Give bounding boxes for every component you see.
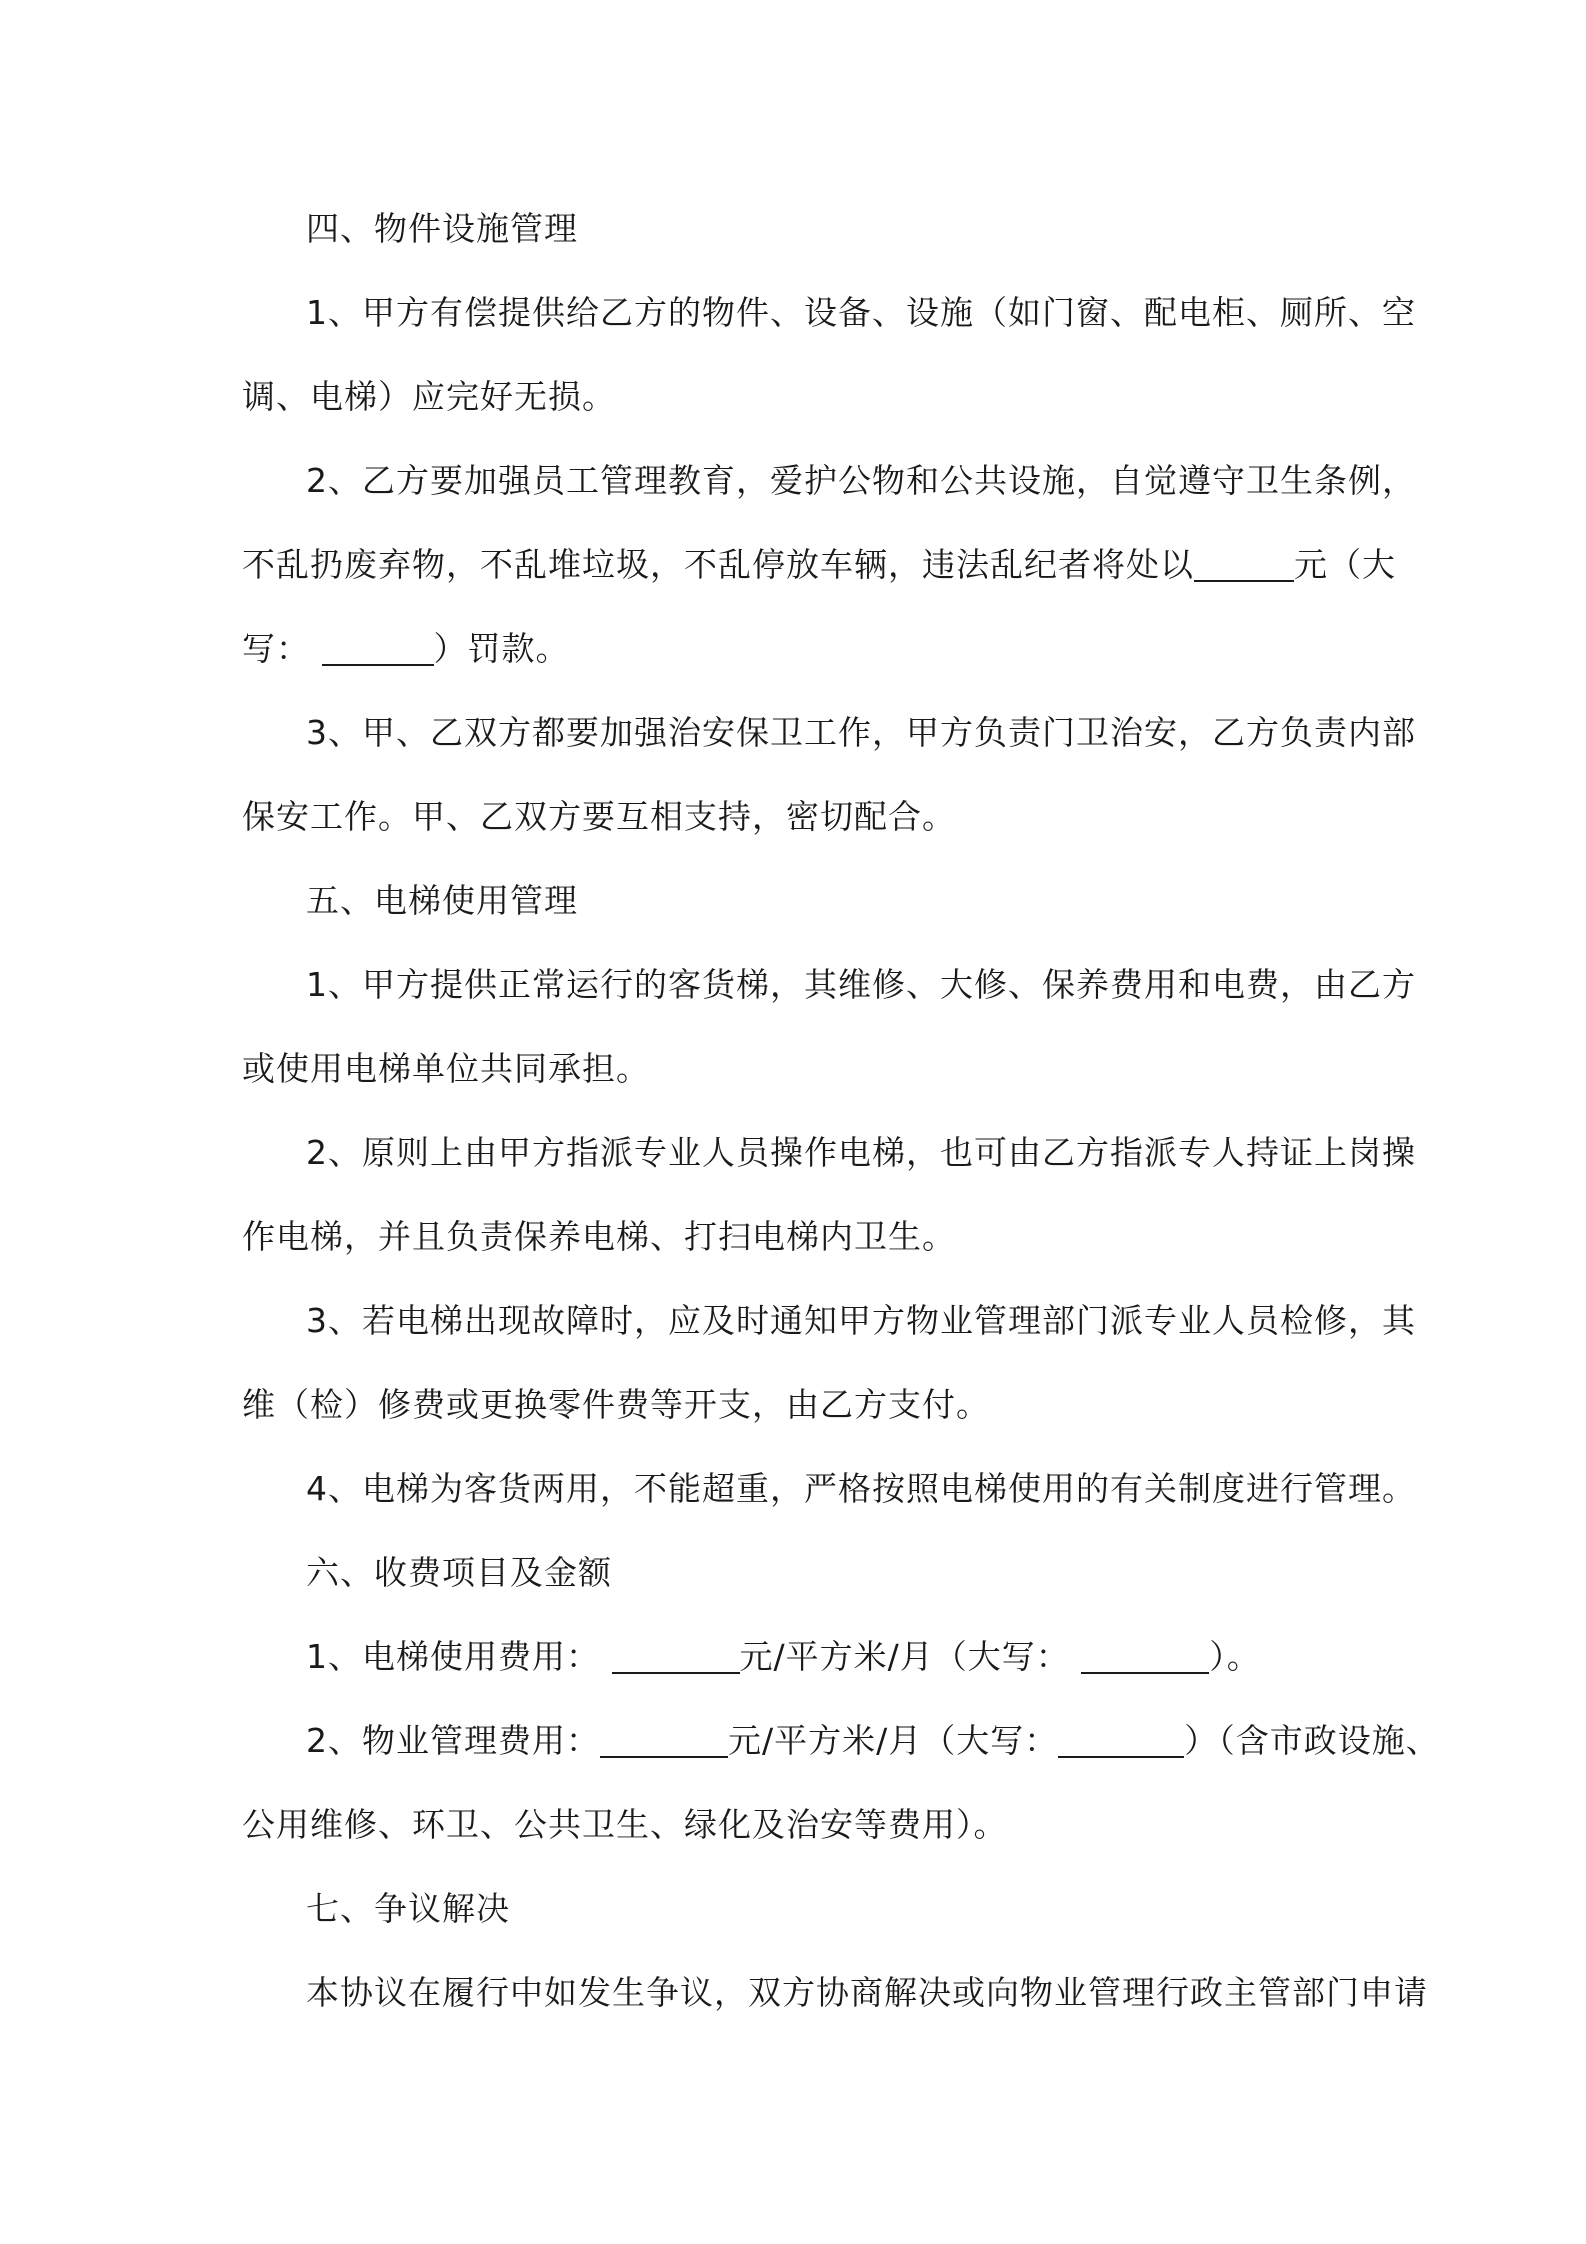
paragraph-line	[306, 1716, 1440, 1766]
paragraph-line	[242, 540, 1396, 590]
text: 写：	[242, 629, 310, 668]
paragraph-line	[242, 792, 1352, 842]
paragraph-line	[242, 624, 1352, 674]
text: 作电梯，并且负责保养电梯、打扫电梯内卫生。	[242, 1217, 956, 1256]
paragraph-line	[242, 372, 1352, 422]
text: 1、甲方有偿提供给乙方的物件、设备、设施（如门窗、配电柜、厕所、空	[306, 293, 1416, 332]
text: 元/平方米/月（大写：	[728, 1721, 1059, 1760]
heading-text: 七、争议解决	[306, 1889, 510, 1928]
text: 2、物业管理费用：	[306, 1721, 600, 1760]
section-heading-fees	[306, 1548, 1352, 1598]
text: 2、原则上由甲方指派专业人员操作电梯，也可由乙方指派专人持证上岗操	[306, 1133, 1416, 1172]
elevator-fee-uppercase-blank[interactable]	[1081, 1634, 1209, 1674]
heading-text: 六、收费项目及金额	[306, 1553, 612, 1592]
text: 1、电梯使用费用：	[306, 1637, 600, 1676]
text: 本协议在履行中如发生争议，双方协商解决或向物业管理行政主管部门申请	[306, 1973, 1428, 2012]
fine-amount-blank[interactable]	[1194, 542, 1294, 582]
paragraph-line	[306, 456, 1416, 506]
management-fee-uppercase-blank[interactable]	[1058, 1718, 1184, 1758]
heading-text: 五、电梯使用管理	[306, 881, 578, 920]
elevator-fee-blank[interactable]	[612, 1634, 740, 1674]
paragraph-line	[306, 1296, 1416, 1346]
paragraph-line	[242, 1044, 1352, 1094]
text: 保安工作。甲、乙双方要互相支持，密切配合。	[242, 797, 956, 836]
text: 或使用电梯单位共同承担。	[242, 1049, 650, 1088]
text: 公用维修、环卫、公共卫生、绿化及治安等费用）。	[242, 1805, 1008, 1844]
section-heading-elevator	[306, 876, 1352, 926]
section-heading-facilities	[306, 204, 1352, 254]
text: 4、电梯为客货两用，不能超重，严格按照电梯使用的有关制度进行管理。	[306, 1469, 1416, 1508]
paragraph-line	[306, 960, 1416, 1010]
text: 2、乙方要加强员工管理教育，爱护公物和公共设施，自觉遵守卫生条例，	[306, 461, 1416, 500]
paragraph-line	[242, 1380, 1352, 1430]
text: ）（含市政设施、	[1184, 1721, 1440, 1760]
text: ）罚款。	[433, 629, 570, 668]
paragraph-line	[242, 1800, 1352, 1850]
text: 元（大	[1294, 545, 1396, 584]
text: 3、甲、乙双方都要加强治安保卫工作，甲方负责门卫治安，乙方负责内部	[306, 713, 1416, 752]
text: 维（检）修费或更换零件费等开支，由乙方支付。	[242, 1385, 990, 1424]
paragraph-line	[306, 1632, 1352, 1682]
paragraph-line	[306, 1128, 1416, 1178]
fine-uppercase-blank[interactable]	[322, 626, 434, 666]
paragraph-line	[306, 1968, 1428, 2018]
section-heading-dispute	[306, 1884, 1352, 1934]
text: ）。	[1209, 1637, 1261, 1676]
paragraph-line	[306, 708, 1416, 758]
paragraph-line	[306, 1464, 1416, 1514]
text: 元/平方米/月（大写：	[739, 1637, 1070, 1676]
text: 3、若电梯出现故障时，应及时通知甲方物业管理部门派专业人员检修，其	[306, 1301, 1416, 1340]
text: 调、电梯）应完好无损。	[242, 377, 616, 416]
text: 1、甲方提供正常运行的客货梯，其维修、大修、保养费用和电费，由乙方	[306, 965, 1416, 1004]
paragraph-line	[306, 288, 1416, 338]
management-fee-blank[interactable]	[600, 1718, 728, 1758]
paragraph-line	[242, 1212, 1352, 1262]
text: 不乱扔废弃物，不乱堆垃圾，不乱停放车辆，违法乱纪者将处以	[242, 545, 1194, 584]
heading-text: 四、物件设施管理	[306, 209, 578, 248]
